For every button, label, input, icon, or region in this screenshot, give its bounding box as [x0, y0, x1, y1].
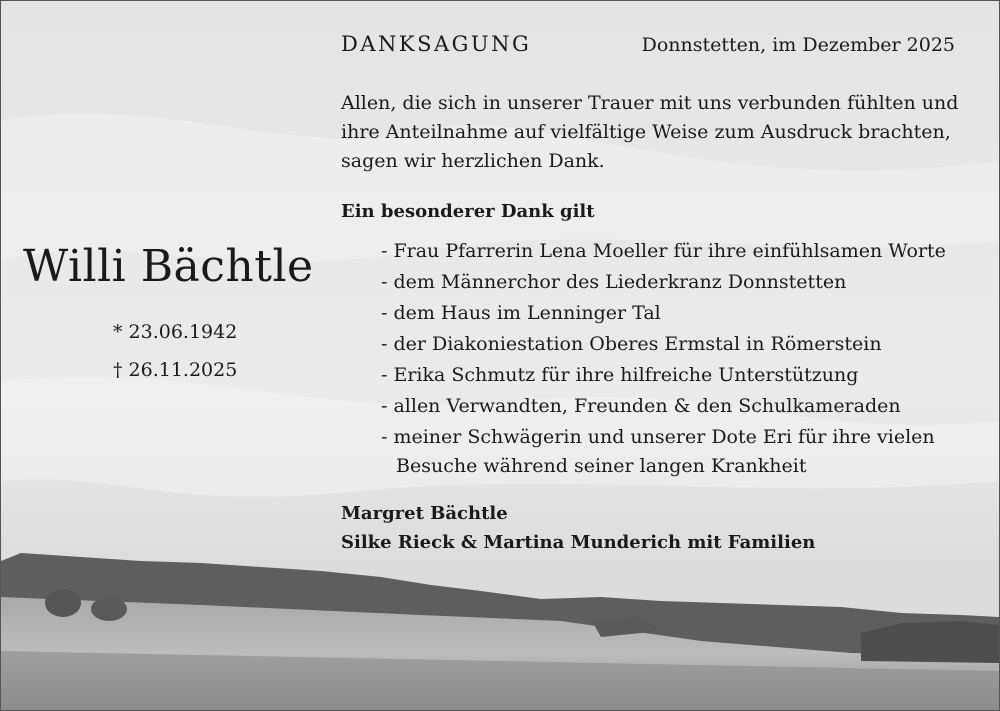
special-thanks-heading: Ein besonderer Dank gilt — [341, 201, 595, 222]
thanks-item: - dem Haus im Lenninger Tal — [381, 302, 661, 324]
dateline: Donnstetten, im Dezember 2025 — [641, 34, 955, 56]
thanks-item: - Erika Schmutz für ihre hilfreiche Unterstützung — [381, 364, 859, 386]
signature-line: Silke Rieck & Martina Munderich mit Familien — [341, 532, 816, 553]
intro-text: Allen, die sich in unserer Trauer mit uns verbunden fühlten und ihre Anteilnahme auf vielfältige Weise zum Ausdruck brachten, sagen wir herzlichen Dank. — [341, 92, 959, 172]
thanks-item: - dem Männerchor des Liederkranz Donnstetten — [381, 271, 847, 293]
death-date: † 26.11.2025 — [113, 359, 238, 381]
thanks-list — [381, 237, 981, 483]
tree — [91, 597, 127, 621]
birth-date: * 23.06.1942 — [113, 321, 238, 343]
thanks-item: - meiner Schwägerin und unserer Dote Eri für ihre vielen Besuche während seiner langen Krankheit — [381, 426, 935, 477]
thanks-item: - allen Verwandten, Freunden & den Schulkameraden — [381, 395, 901, 417]
thanks-item: - der Diakoniestation Oberes Ermstal in Römerstein — [381, 333, 882, 355]
deceased-name: Willi Bächtle — [23, 241, 314, 292]
tree — [45, 589, 81, 617]
thanks-item: - Frau Pfarrerin Lena Moeller für ihre einfühlsamen Worte — [381, 240, 946, 262]
signature-line: Margret Bächtle — [341, 503, 508, 524]
notice-heading: DANKSAGUNG — [341, 32, 532, 56]
